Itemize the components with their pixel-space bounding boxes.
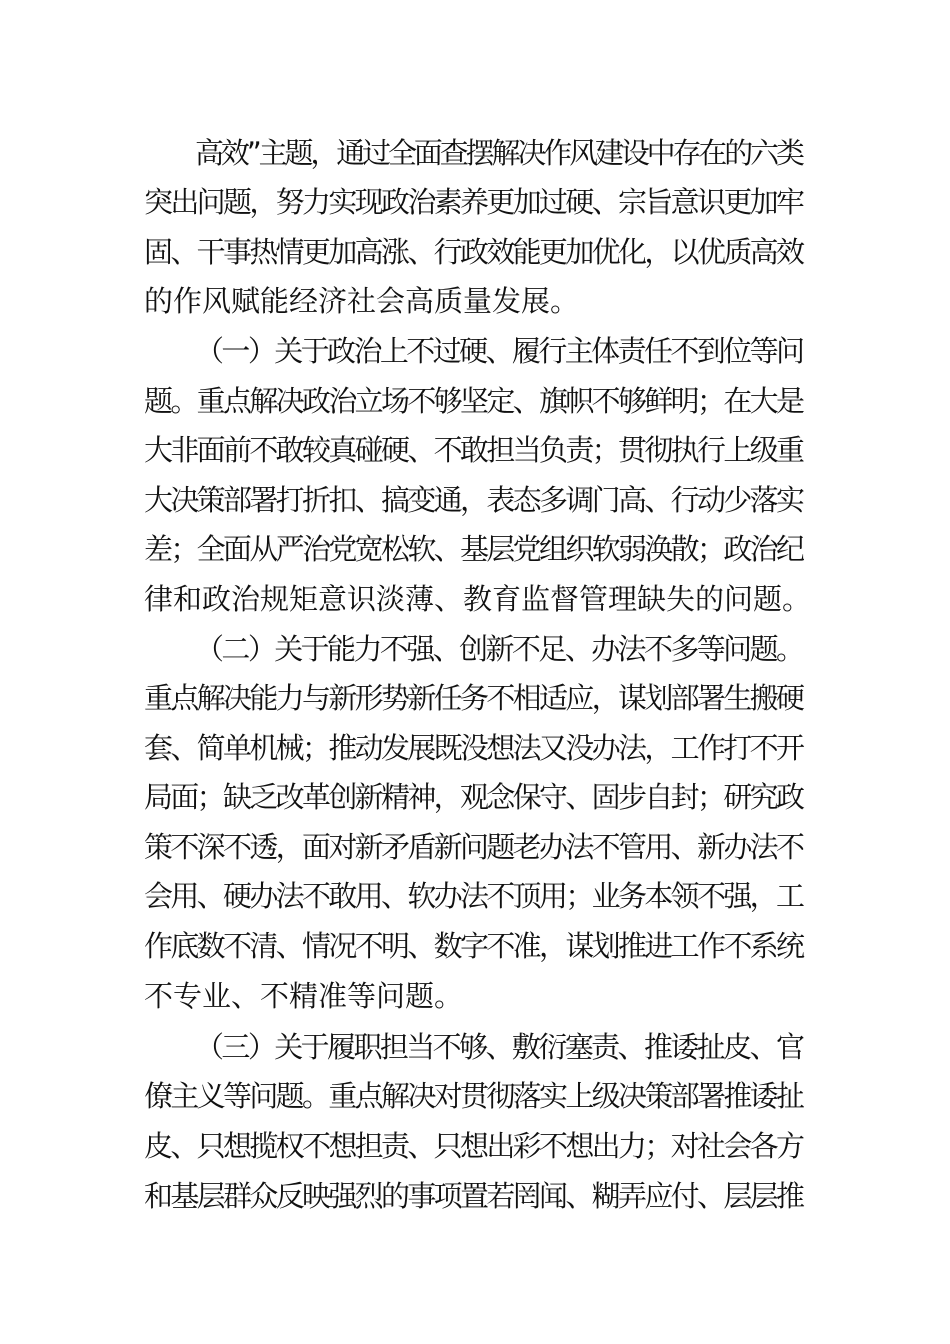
paragraph-line: （二）关于能力不强、创新不足、办法不多等问题。 bbox=[195, 632, 803, 666]
paragraph-line: 律和政治规矩意识淡薄、教育监督管理缺失的问题。 bbox=[144, 582, 812, 616]
paragraph-line: 高效”主题，通过全面查摆解决作风建设中存在的六类 bbox=[195, 136, 802, 170]
paragraph-line: 不专业、不精准等问题。 bbox=[144, 979, 464, 1013]
paragraph-line: 大决策部署打折扣、搞变通，表态多调门高、行动少落实 bbox=[144, 483, 803, 517]
paragraph-line: 套、简单机械；推动发展既没想法又没办法，工作打不开 bbox=[144, 731, 803, 765]
paragraph-line: 皮、只想揽权不想担责、只想出彩不想出力；对社会各方 bbox=[144, 1129, 803, 1163]
paragraph-line: 题。重点解决政治立场不够坚定、旗帜不够鲜明；在大是 bbox=[144, 384, 803, 418]
paragraph-line: （一）关于政治上不过硬、履行主体责任不到位等问 bbox=[195, 334, 803, 368]
paragraph-line: 僚主义等问题。重点解决对贯彻落实上级决策部署推诿扯 bbox=[144, 1079, 803, 1113]
paragraph-line: 策不深不透，面对新矛盾新问题老办法不管用、新办法不 bbox=[144, 830, 803, 864]
paragraph-line: 的作风赋能经济社会高质量发展。 bbox=[144, 284, 580, 318]
paragraph-line: 大非面前不敢较真碰硬、不敢担当负责；贯彻执行上级重 bbox=[144, 433, 803, 467]
paragraph-line: 局面；缺乏改革创新精神，观念保守、固步自封；研究政 bbox=[144, 780, 803, 814]
paragraph-line: 突出问题，努力实现政治素养更加过硬、宗旨意识更加牢 bbox=[144, 185, 803, 219]
paragraph-line: 和基层群众反映强烈的事项置若罔闻、糊弄应付、层层推 bbox=[144, 1179, 803, 1213]
paragraph-line: （三）关于履职担当不够、敷衍塞责、推诿扯皮、官 bbox=[195, 1030, 803, 1064]
paragraph-line: 作底数不清、情况不明、数字不准，谋划推进工作不系统 bbox=[144, 929, 803, 963]
paragraph-line: 固、干事热情更加高涨、行政效能更加优化，以优质高效 bbox=[144, 235, 803, 269]
paragraph-line: 重点解决能力与新形势新任务不相适应，谋划部署生搬硬 bbox=[144, 681, 803, 715]
paragraph-line: 会用、硬办法不敢用、软办法不顶用；业务本领不强，工 bbox=[144, 879, 803, 913]
paragraph-line: 差；全面从严治党宽松软、基层党组织软弱涣散；政治纪 bbox=[144, 532, 803, 566]
